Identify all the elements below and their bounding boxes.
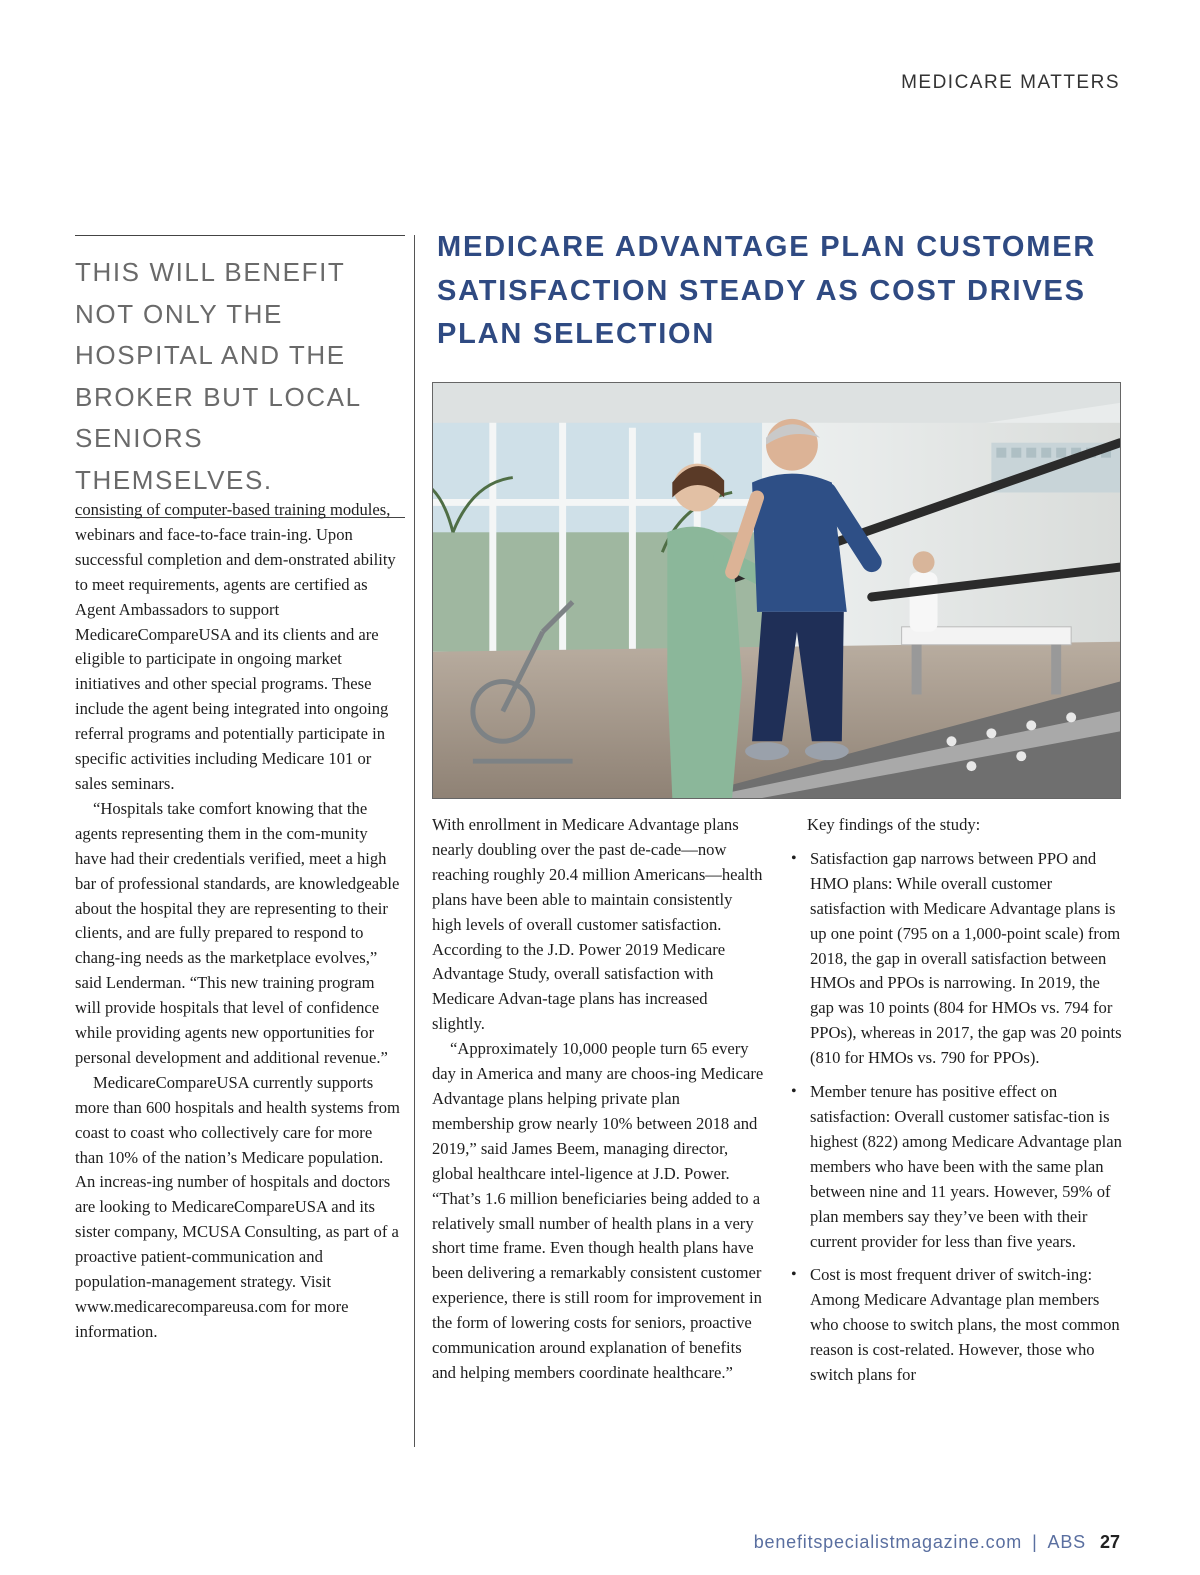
footer-separator: | [1032, 1532, 1038, 1552]
page-number: 27 [1099, 1532, 1120, 1552]
article-photo [432, 382, 1121, 799]
finding-item: • Cost is most frequent driver of switch-ing: Among Medicare Advantage plan members who choose to switch plans, the most common reason is cost-related. However, those who switch plans for [789, 1263, 1124, 1388]
section-label: MEDICARE MATTERS [901, 72, 1120, 93]
pull-quote [75, 235, 405, 518]
middle-paragraph: With enrollment in Medicare Advantage plans nearly doubling over the past de-cade—now reaching roughly 20.4 million Americans—health plans have been able to maintain consistently high levels of overall customer satisfaction. According to the J.D. Power 2019 Medicare Advantage Study, overall satisfaction with Medicare Advan-tage plans has increased slightly. [432, 815, 763, 1034]
column-divider [414, 235, 415, 1447]
findings-list [789, 847, 1124, 1388]
right-column [789, 813, 1124, 1397]
middle-paragraph: “Approximately 10,000 people turn 65 every day in America and many are choos-ing Medicare Advantage plans helping private plan membership grow nearly 10% between 2018 and 2019,” said James Beem, managing director, global healthcare intel-ligence at J.D. Power. “That’s 1.6 million beneficiaries being added to a relatively small number of health plans in a very short time frame. Even though health plans have been delivering a remarkably consistent customer experience, there is still room for improvement in the form of lowering costs for seniors, proactive communication around explanation of benefits and helping members coordinate healthcare.” [432, 1039, 764, 1382]
left-paragraph: consisting of computer-based training modules, webinars and face-to-face train-ing. Upon successful completion and dem-onstrated ability to meet requirements, agents are certified as Agent Ambassadors to support MedicareCompareUSA and its clients and are eligible to participate in ongoing market initiatives and other special programs. These include the agent being integrated into ongoing referral programs and potentially participate in specific activities including Medicare 101 or sales seminars. [75, 500, 396, 793]
left-paragraph: “Hospitals take comfort knowing that the agents representing them in the com-munity have had their credentials verified, meet a high bar of professional standards, are knowledgeable about the hospital they are representing to their clients, and are fully prepared to respond to chang-ing needs as the marketplace evolves,” said Lenderman. “This new training program will provide hospitals that level of confidence while providing agents new opportunities for personal development and additional revenue.” [75, 798, 400, 1067]
physical-therapy-illustration [433, 383, 1120, 798]
findings-intro: Key findings of the study: [807, 815, 981, 834]
page-footer [754, 1532, 1120, 1553]
left-paragraph: MedicareCompareUSA currently supports more than 600 hospitals and health systems from coast to coast who collectively care for more than 10% of the nation’s Medicare population. An increas-ing number of hospitals and doctors are looking to MedicareCompareUSA and its sister company, MCUSA Consulting, as part of a proactive patient-communication and population-management strategy. Visit www.medicarecompareusa.com for more information. [75, 1072, 400, 1341]
finding-item: • Member tenure has positive effect on satisfaction: Overall customer satisfac-tion is highest (822) among Medicare Advantage plan members who have been with the same plan between nine and 11 years. However, 59% of plan members say they’ve been with their current provider for less than five years. [789, 1080, 1124, 1254]
footer-site-link[interactable]: benefitspecialistmagazine.com [753, 1532, 1023, 1552]
article-headline: MEDICARE ADVANTAGE PLAN CUSTOMER SATISFACTION STEADY AS COST DRIVES PLAN SELECTION [437, 231, 1097, 350]
footer-publication: ABS [1047, 1532, 1086, 1552]
finding-item: • Satisfaction gap narrows between PPO and HMO plans: While overall customer satisfaction with Medicare Advantage plans is up one point (795 on a 1,000-point scale) from 2018, the gap in overall satisfaction between HMOs and PPOs is narrowing. In 2019, the gap was 10 points (804 for HMOs vs. 794 for PPOs), whereas in 2017, the gap was 20 points (810 for HMOs vs. 790 for PPOs). [789, 847, 1124, 1071]
pull-quote-text: THIS WILL BENEFIT NOT ONLY THE HOSPITAL AND THE BROKER BUT LOCAL SENIORS THEMSELVES. [75, 257, 361, 495]
middle-column [432, 813, 764, 1386]
left-column [75, 498, 400, 1345]
